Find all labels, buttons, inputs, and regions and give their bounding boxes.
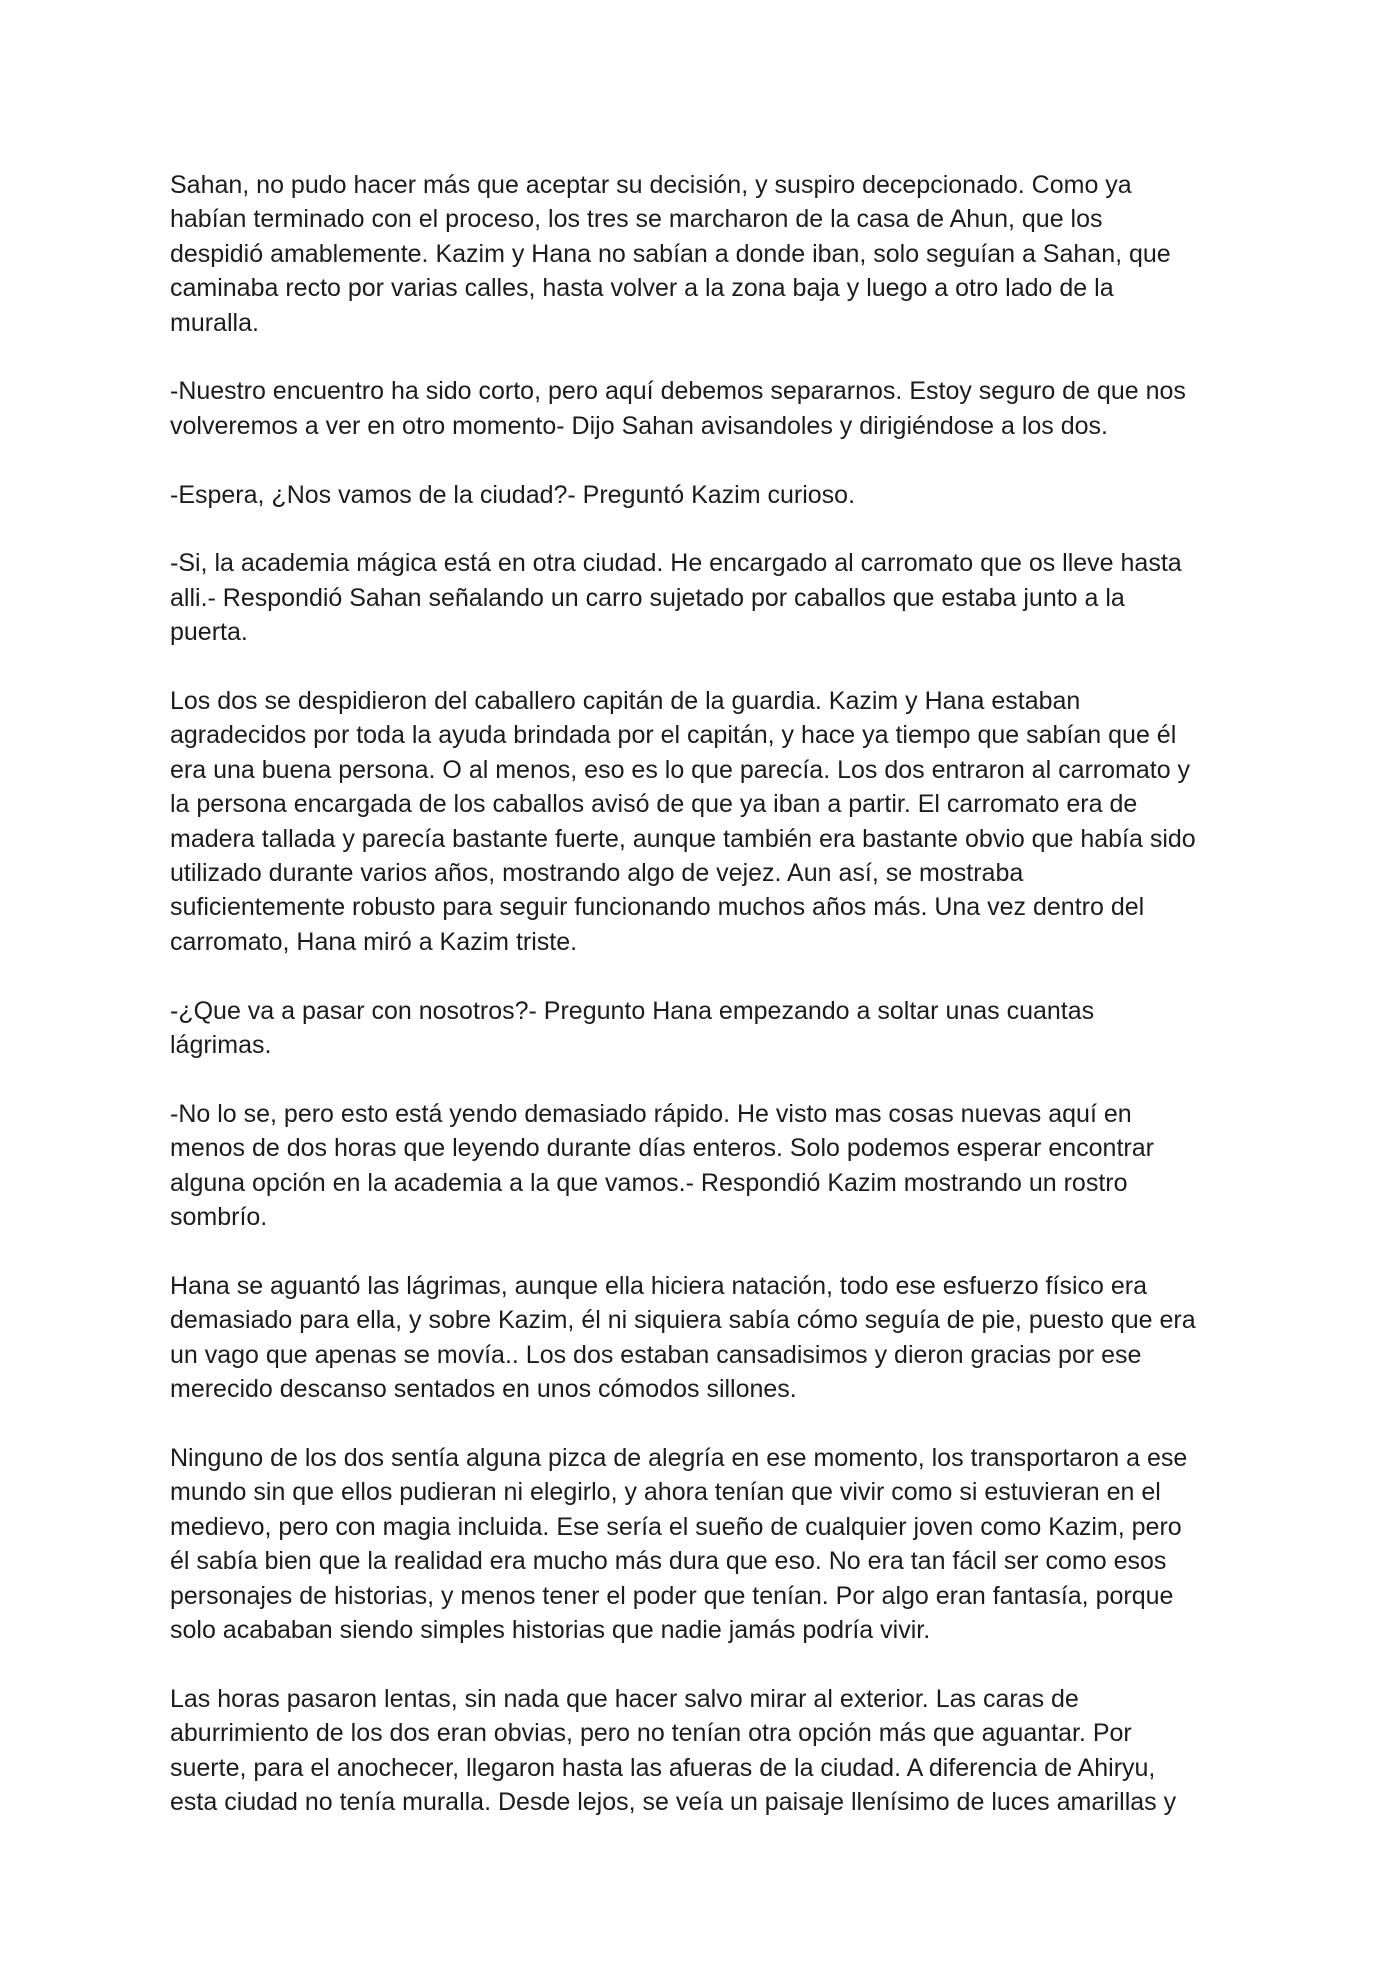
- document-body: [170, 168, 1240, 1854]
- paragraph-7: -No lo se, pero esto está yendo demasiado rápido. He visto mas cosas nuevas aquí en menos de dos horas que leyendo durante días enteros. Solo podemos esperar encontrar alguna opción en la academia a la que vamos.- Respondió Kazim mostrando un rostro sombrío.: [170, 1099, 1154, 1232]
- paragraph-10: Las horas pasaron lentas, sin nada que hacer salvo mirar al exterior. Las caras de aburrimiento de los dos eran obvias, pero no tenían otra opción más que aguantar. Por suerte, para el anochecer, llegaron hasta las afueras de la ciudad. A diferencia de Ahiryu, esta ciudad no tenía muralla. Desde lejos, se veía un paisaje llenísimo de luces amarillas y: [170, 1684, 1177, 1816]
- paragraph-3: -Espera, ¿Nos vamos de la ciudad?- Preguntó Kazim curioso.: [170, 480, 856, 509]
- paragraph-9: Ninguno de los dos sentía alguna pizca de alegría en ese momento, los transportaron a ese mundo sin que ellos pudieran ni elegirlo, y ahora tenían que vivir como si estuvieran en el medievo, pero con magia incluida. Ese sería el sueño de cualquier joven como Kazim, pero él sabía bien que la realidad era mucho más dura que eso. No era tan fácil ser como esos personajes de historias, y menos tener el poder que tenían. Por algo eran fantasía, porque solo acababan siendo simples historias que nadie jamás podría vivir.: [170, 1443, 1188, 1644]
- paragraph-6: -¿Que va a pasar con nosotros?- Pregunto Hana empezando a soltar unas cuantas lágrimas.: [170, 996, 1095, 1060]
- paragraph-2: -Nuestro encuentro ha sido corto, pero aquí debemos separarnos. Estoy seguro de que nos volveremos a ver en otro momento- Dijo Sahan avisandoles y dirigiéndose a los dos.: [170, 377, 1186, 440]
- paragraph-1: Sahan, no pudo hacer más que aceptar su decisión, y suspiro decepcionado. Como ya habían terminado con el proceso, los tres se marcharon de la casa de Ahun, que los despidió amablemente. Kazim y Hana no sabían a donde iban, solo seguían a Sahan, que caminaba recto por varias calles, hasta volver a la zona baja y luego a otro lado de la muralla.: [170, 171, 1171, 337]
- paragraph-5: Los dos se despidieron del caballero capitán de la guardia. Kazim y Hana estaban agradecidos por toda la ayuda brindada por el capitán, y hace ya tiempo que sabían que él era una buena persona. O al menos, eso es lo que parecía. Los dos entraron al carromato y la persona encargada de los caballos avisó de que ya iban a partir. El carromato era de madera tallada y parecía bastante fuerte, aunque también era bastante obvio que había sido utilizado durante varios años, mostrando algo de vejez. Aun así, se mostraba suficientemente robusto para seguir funcionando muchos años más. Una vez dentro del carromato, Hana miró a Kazim triste.: [170, 687, 1196, 956]
- paragraph-8: Hana se aguantó las lágrimas, aunque ella hiciera natación, todo ese esfuerzo físico era demasiado para ella, y sobre Kazim, él ni siquiera sabía cómo seguía de pie, puesto que era un vago que apenas se movía.. Los dos estaban cansadisimos y dieron gracias por ese merecido descanso sentados en unos cómodos sillones.: [170, 1271, 1196, 1404]
- paragraph-4: -Si, la academia mágica está en otra ciudad. He encargado al carromato que os lleve hasta alli.- Respondió Sahan señalando un carro sujetado por caballos que estaba junto a la puerta.: [170, 549, 1182, 647]
